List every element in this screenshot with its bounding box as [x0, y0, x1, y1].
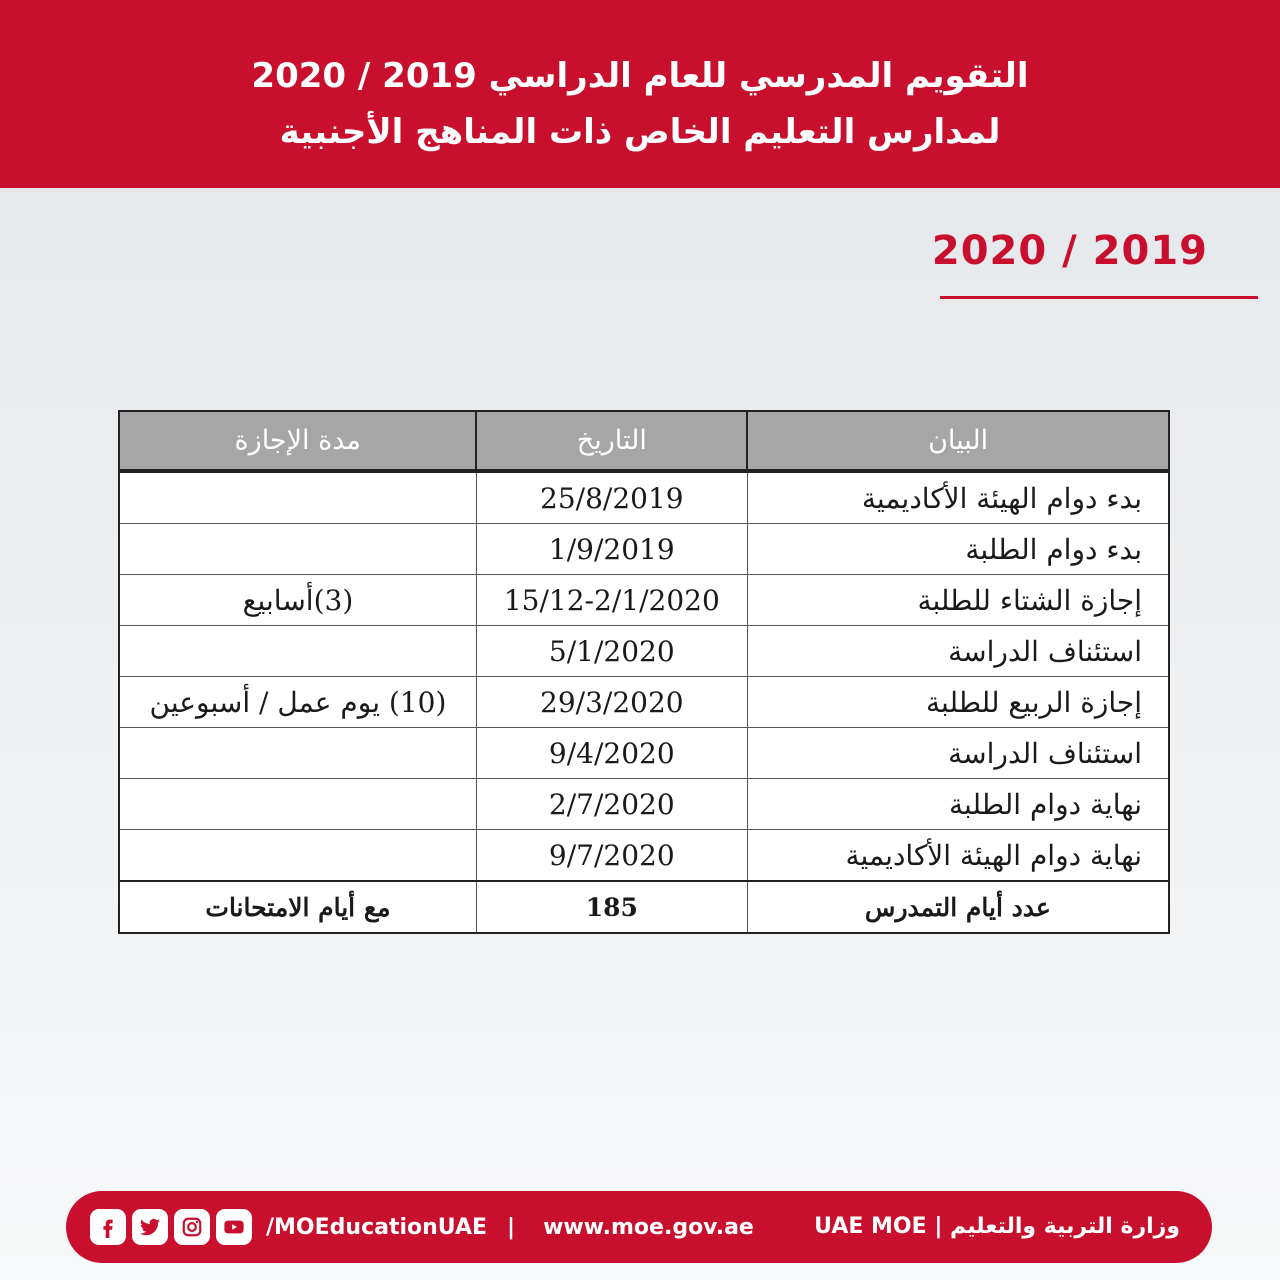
instagram-icon[interactable]: [174, 1209, 210, 1245]
row-duration: [119, 830, 476, 882]
total-days: 185: [476, 881, 747, 933]
row-date: 9/4/2020: [476, 728, 747, 779]
row-description: استئناف الدراسة: [747, 626, 1169, 677]
table-row: [119, 471, 1169, 524]
calendar-table: [118, 410, 1170, 934]
row-duration: [119, 471, 476, 524]
row-description: نهاية دوام الهيئة الأكاديمية: [747, 830, 1169, 882]
total-label: عدد أيام التمدرس: [747, 881, 1169, 933]
row-date: 25/8/2019: [476, 471, 747, 524]
row-description: بدء دوام الطلبة: [747, 524, 1169, 575]
row-description: نهاية دوام الطلبة: [747, 779, 1169, 830]
social-links: [90, 1191, 754, 1263]
table-row: [119, 626, 1169, 677]
row-description: استئناف الدراسة: [747, 728, 1169, 779]
row-date: 9/7/2020: [476, 830, 747, 882]
table-row: [119, 575, 1169, 626]
table-row: [119, 728, 1169, 779]
twitter-icon[interactable]: [132, 1209, 168, 1245]
row-duration: [119, 728, 476, 779]
row-duration: [119, 779, 476, 830]
table-row: [119, 830, 1169, 882]
row-description: إجازة الشتاء للطلبة: [747, 575, 1169, 626]
table-row: [119, 779, 1169, 830]
header-date: التاريخ: [476, 411, 747, 471]
total-row: [119, 881, 1169, 933]
row-description: بدء دوام الهيئة الأكاديمية: [747, 471, 1169, 524]
row-duration: [119, 524, 476, 575]
table-row: [119, 677, 1169, 728]
table-header-row: [119, 411, 1169, 471]
website-link[interactable]: www.moe.gov.ae: [543, 1214, 754, 1240]
ministry-name: وزارة التربية والتعليم | UAE MOE: [814, 1214, 1180, 1239]
row-date: 29/3/2020: [476, 677, 747, 728]
row-date: 5/1/2020: [476, 626, 747, 677]
footer-separator: |: [507, 1214, 516, 1240]
year-underline: [940, 296, 1258, 299]
table-row: [119, 524, 1169, 575]
row-date: 2/7/2020: [476, 779, 747, 830]
row-date: 15/12-2/1/2020: [476, 575, 747, 626]
row-duration: (3)أسابيع: [119, 575, 476, 626]
header-description: البيان: [747, 411, 1169, 471]
calendar-title: التقويم المدرسي للعام الدراسي 2019 / 2020: [251, 56, 1029, 96]
header-duration: مدة الإجازة: [119, 411, 476, 471]
footer-bar: [66, 1191, 1212, 1263]
social-handle[interactable]: /MOEducationUAE: [266, 1214, 488, 1240]
row-duration: (10) يوم عمل / أسبوعين: [119, 677, 476, 728]
youtube-icon[interactable]: [216, 1209, 252, 1245]
header-banner: [0, 0, 1280, 188]
row-description: إجازة الربيع للطلبة: [747, 677, 1169, 728]
row-date: 1/9/2019: [476, 524, 747, 575]
total-note: مع أيام الامتحانات: [119, 881, 476, 933]
calendar-subtitle: لمدارس التعليم الخاص ذات المناهج الأجنبية: [279, 112, 1001, 152]
year-label: 2020 / 2019: [931, 228, 1208, 274]
facebook-icon[interactable]: [90, 1209, 126, 1245]
row-duration: [119, 626, 476, 677]
